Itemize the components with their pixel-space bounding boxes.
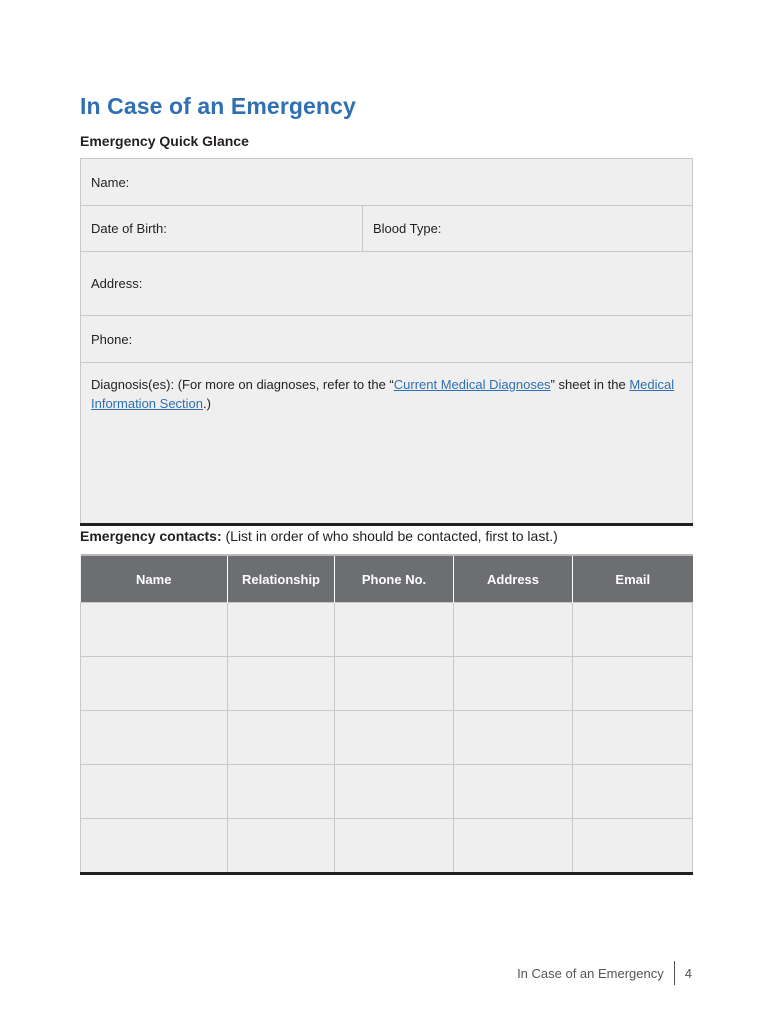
table-row — [81, 765, 693, 819]
table-cell[interactable] — [335, 819, 454, 874]
column-header-relationship: Relationship — [228, 555, 335, 603]
footer-page-number: 4 — [684, 965, 692, 981]
table-row — [81, 657, 693, 711]
dob-field[interactable] — [81, 206, 363, 252]
table-cell[interactable] — [454, 819, 573, 874]
column-header-phone: Phone No. — [335, 555, 454, 603]
current-medical-diagnoses-link[interactable]: Current Medical Diagnoses — [393, 377, 551, 392]
blood-type-label: Blood Type: — [373, 221, 442, 236]
contacts-heading-bold: Emergency contacts: — [80, 528, 222, 544]
table-cell[interactable] — [81, 657, 228, 711]
table-cell[interactable] — [573, 765, 693, 819]
medical-information-section-link[interactable]: Medical Information Section — [91, 377, 675, 411]
contacts-heading-note: (List in order of who should be contacted, first to last.) — [221, 528, 558, 544]
table-cell[interactable] — [228, 603, 335, 657]
name-label: Name: — [91, 174, 130, 190]
table-cell[interactable] — [228, 657, 335, 711]
table-header-row — [81, 555, 693, 603]
diagnosis-field[interactable] — [81, 363, 693, 525]
table-cell[interactable] — [81, 765, 228, 819]
table-cell[interactable] — [454, 603, 573, 657]
table-cell[interactable] — [573, 657, 693, 711]
table-cell[interactable] — [454, 711, 573, 765]
phone-label: Phone: — [91, 331, 133, 347]
footer-divider — [674, 961, 675, 985]
address-field[interactable] — [81, 252, 693, 316]
table-cell[interactable] — [454, 765, 573, 819]
table-cell[interactable] — [454, 657, 573, 711]
diagnosis-suffix: .) — [203, 396, 211, 411]
column-header-address: Address — [454, 555, 573, 603]
contacts-heading — [80, 528, 558, 544]
table-cell[interactable] — [81, 603, 228, 657]
table-cell[interactable] — [335, 657, 454, 711]
table-cell[interactable] — [81, 711, 228, 765]
table-row — [81, 819, 693, 874]
table-cell[interactable] — [81, 819, 228, 874]
table-cell[interactable] — [573, 819, 693, 874]
diagnosis-prefix: Diagnosis(es): (For more on diagnoses, refer to the “ — [91, 377, 394, 392]
section-heading-quick-glance: Emergency Quick Glance — [80, 133, 249, 149]
address-label: Address: — [91, 276, 143, 291]
name-field[interactable] — [81, 159, 693, 206]
table-cell[interactable] — [228, 711, 335, 765]
emergency-contacts-table — [80, 554, 693, 875]
footer-section-name: In Case of an Emergency — [517, 965, 664, 981]
table-row — [81, 711, 693, 765]
table-cell[interactable] — [335, 765, 454, 819]
table-row — [81, 603, 693, 657]
table-cell[interactable] — [335, 603, 454, 657]
page-footer — [517, 961, 692, 985]
column-header-name: Name — [81, 555, 228, 603]
table-cell[interactable] — [573, 603, 693, 657]
table-cell[interactable] — [335, 711, 454, 765]
table-cell[interactable] — [228, 819, 335, 874]
dob-label: Date of Birth: — [91, 221, 167, 236]
diagnosis-middle: ” sheet in the — [550, 377, 630, 392]
quick-glance-form — [80, 158, 693, 526]
phone-field[interactable] — [81, 316, 693, 363]
blood-type-field[interactable] — [363, 206, 693, 252]
table-cell[interactable] — [228, 765, 335, 819]
table-cell[interactable] — [573, 711, 693, 765]
column-header-email: Email — [573, 555, 693, 603]
page-title: In Case of an Emergency — [80, 93, 356, 119]
